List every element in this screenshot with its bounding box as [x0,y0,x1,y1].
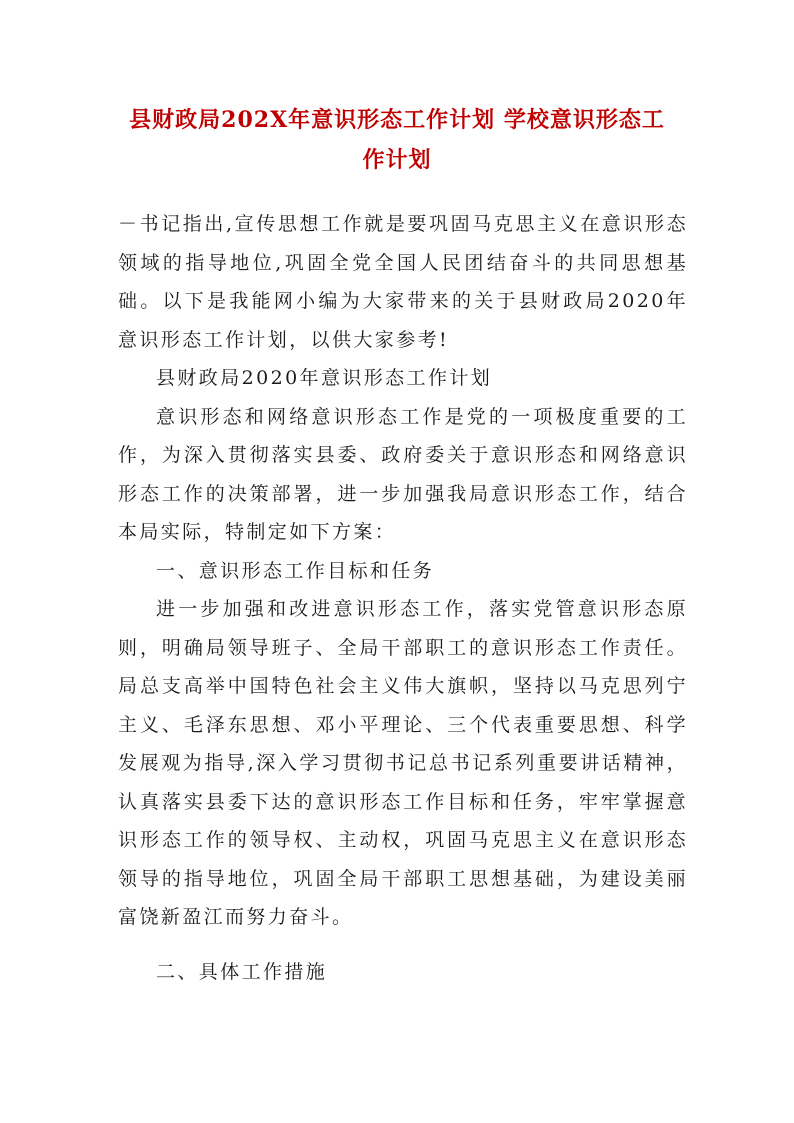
intro-paragraph: －书记指出,宣传思想工作就是要巩固马克思主义在意识形态领域的指导地位,巩固全党全国人民团结奋斗的共同思想基础。以下是我能网小编为大家带来的关于县财政局2020年意识形态工作计划，以供大家参考! [118,213,688,351]
section-heading-2: 二、具体工作措施 [156,960,328,983]
paragraph-2: 进一步加强和改进意识形态工作，落实党管意识形态原则，明确局领导班子、全局干部职工的意识形态工作责任。局总支高举中国特色社会主义伟大旗帜，坚持以马克思列宁主义、毛泽东思想、邓小平理论、三个代表重要思想、科学发展观为指导,深入学习贯彻书记总书记系列重要讲话精神，认真落实县委下达的意识形态工作目标和任务，牢牢掌握意识形态工作的领导权、主动权，巩固马克思主义在意识形态领导的指导地位，巩固全局干部职工思想基础，为建设美丽富饶新盈江而努力奋斗。 [118,598,688,928]
plan-subtitle: 县财政局2020年意识形态工作计划 [156,367,493,389]
paragraph-1: 意识形态和网络意识形态工作是党的一项极度重要的工作，为深入贯彻落实县委、政府委关于意识形态和网络意识形态工作的决策部署，进一步加强我局意识形态工作，结合本局实际，特制定如下方案： [118,405,688,543]
title-line-2: 作计划 [362,147,432,173]
document-title [100,100,694,180]
document-body [118,205,688,991]
section-heading-1: 一、意识形态工作目标和任务 [156,559,435,582]
title-line-1: 县财政局202X年意识形态工作计划 学校意识形态工 [129,107,665,133]
